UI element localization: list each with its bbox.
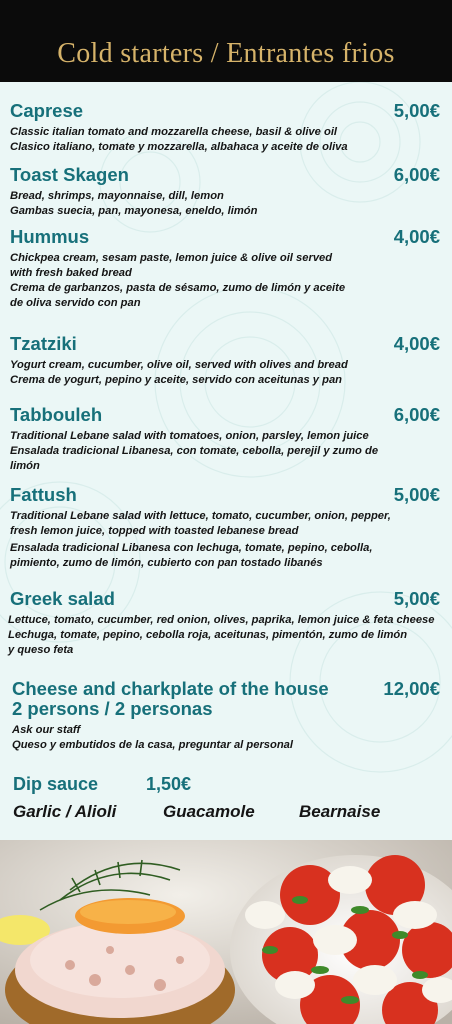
desc-line: Traditional Lebane salad with tomatoes, onion, parsley, lemon juice [10,430,369,442]
item-name: Tabbouleh [10,404,103,425]
item-name: Caprese [10,100,84,121]
desc-line: Clasico italiano, tomate y mozzarella, albahaca y aceite de oliva [10,141,348,153]
desc-line: Queso y embutidos de la casa, preguntar al personal [12,739,294,751]
desc-line: de oliva servido con pan [10,297,141,309]
dip-option: Bearnaise [299,802,381,821]
desc-line: Traditional Lebane salad with lettuce, tomato, cucumber, onion, pepper, [10,510,391,522]
item-name: Greek salad [10,588,115,609]
desc-line: Chickpea cream, sesam paste, lemon juice & olive oil served [10,252,333,264]
item-price: 5,00€ [393,588,440,609]
desc-line: y queso feta [8,644,74,656]
item-description [8,613,450,658]
item-description [12,723,293,753]
dip-sauce-price: 1,50€ [146,774,192,794]
item-price: 12,00€ [383,678,440,699]
menu-header [0,0,452,82]
item-price: 4,00€ [393,333,440,354]
desc-line: Crema de garbanzos, pasta de sésamo, zumo de limón y aceite [10,282,346,294]
item-price: 6,00€ [393,404,440,425]
item-description [10,189,257,219]
item-price: 5,00€ [393,100,440,121]
desc-line: fresh lemon juice, topped with toasted lebanese bread [10,525,299,537]
item-description [10,358,348,388]
desc-line: Crema de yogurt, pepino y aceite, servido con aceitunas y pan [10,374,342,386]
item-name: Fattush [10,484,77,505]
dip-sauce-title: Dip sauce [13,774,99,794]
dip-option: Garlic / Alioli [13,802,117,821]
item-name: Cheese and charkplate of the house [12,678,329,699]
item-price: 6,00€ [393,164,440,185]
item-name: Toast Skagen [10,164,129,185]
food-photo-strip [0,840,452,1024]
desc-line: limón [10,460,40,472]
desc-line: Lettuce, tomato, cucumber, red onion, olives, paprika, lemon juice & feta cheese [8,614,435,626]
desc-line: pimiento, zumo de limón, cubierto con pan tostado libanés [10,557,323,569]
desc-line: Classic italian tomato and mozzarella cheese, basil & olive oil [10,126,338,138]
desc-line: Bread, shrimps, mayonnaise, dill, lemon [10,190,224,202]
item-name-secondary: 2 persons / 2 personas [12,698,213,719]
desc-line: Gambas suecia, pan, mayonesa, eneldo, limón [10,205,258,217]
menu-board [0,82,452,840]
page-title: Cold starters / Entrantes frios [57,38,395,69]
desc-line: Ensalada tradicional Libanesa con lechuga, tomate, pepino, cebolla, [10,542,373,554]
desc-line: Lechuga, tomate, pepino, cebolla roja, aceitunas, pimentón, zumo de limón [8,629,408,641]
desc-line: Ensalada tradicional Libanesa, con tomate, cebolla, perejil y zumo de [10,445,379,457]
dip-option: Guacamole [163,802,255,821]
item-name: Tzatziki [10,333,77,354]
desc-line: Yogurt cream, cucumber, olive oil, served with olives and bread [10,359,348,371]
item-price: 5,00€ [393,484,440,505]
food-photo [0,840,452,1024]
item-price: 4,00€ [393,226,440,247]
desc-line: with fresh baked bread [10,267,132,279]
item-description [10,429,378,474]
item-description [10,125,348,155]
item-description [10,509,391,571]
item-description [10,251,345,311]
desc-line: Ask our staff [12,724,81,736]
item-name: Hummus [10,226,90,247]
